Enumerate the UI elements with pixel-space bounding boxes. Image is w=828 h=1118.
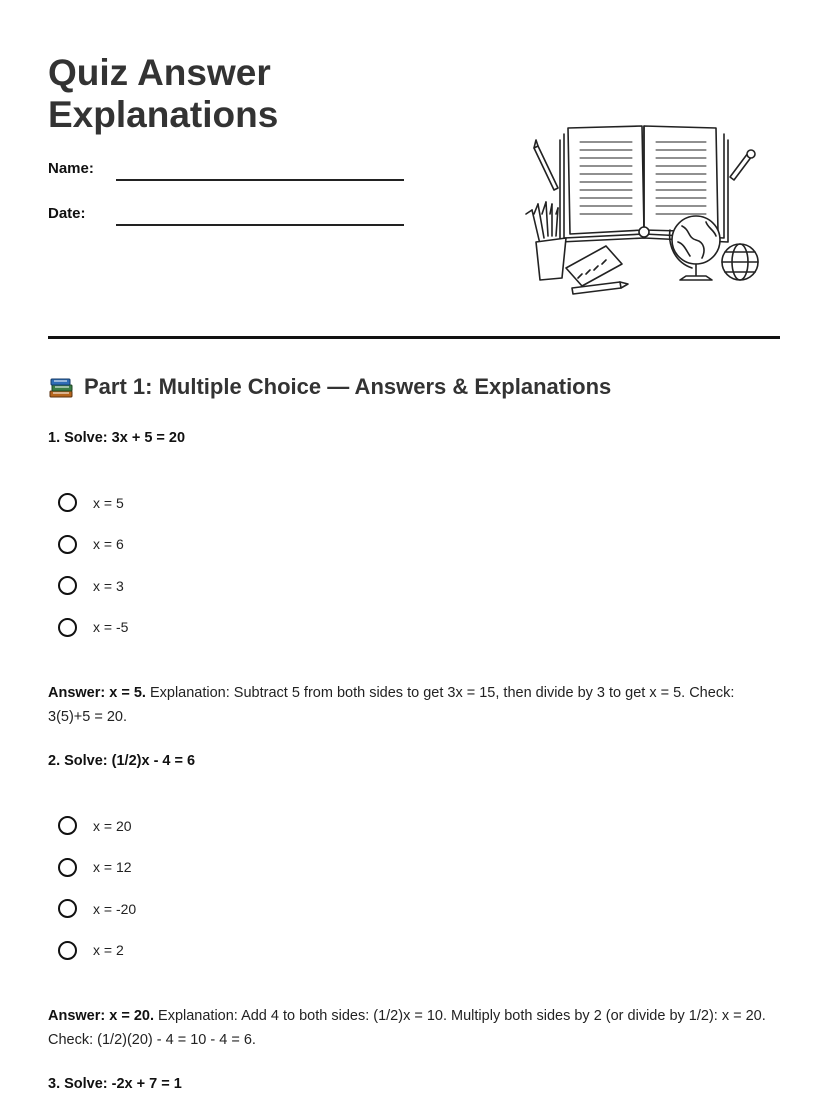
answer-explanation: Explanation: Subtract 5 from both sides to get 3x = 15, then divide by 3 to get x = 5. Check: 3(5)+5 = 20. [48,685,735,725]
radio-button[interactable] [58,941,77,960]
option-item[interactable] [58,482,128,524]
option-label: x = 6 [93,536,124,553]
option-item[interactable] [58,607,128,649]
radio-button[interactable] [58,858,77,877]
radio-button[interactable] [58,576,77,595]
date-label: Date: [48,205,86,222]
pen-icon [730,150,755,180]
option-item[interactable] [58,805,136,847]
option-item[interactable] [58,847,136,889]
question-2-prompt: 2. Solve: (1/2)x - 4 = 6 [48,753,196,769]
option-item[interactable] [58,524,128,566]
answer-label: Answer: [48,685,106,701]
globe-icon [670,216,720,280]
question-1-answer [48,681,780,729]
option-label: x = 20 [93,817,132,834]
answer-value: x = 20. [109,1008,154,1024]
ruler-icon [566,246,622,286]
date-blank-line[interactable] [116,224,404,226]
name-blank-line[interactable] [116,179,404,181]
question-1-prompt: 1. Solve: 3x + 5 = 20 [48,430,186,446]
option-item[interactable] [58,565,128,607]
question-1-options [58,482,128,648]
option-item[interactable] [58,888,136,930]
small-globe-icon [722,244,758,280]
radio-button[interactable] [58,535,77,554]
radio-button[interactable] [58,899,77,918]
answer-label: Answer: [48,1008,106,1024]
question-2-options [58,805,136,971]
answer-explanation: Explanation: Add 4 to both sides: (1/2)x = 10. Multiply both sides by 2 (or divide by 1/2): x = 20. Check: (1/2)(20) - 4 = 10 - 4 = 6. [48,1008,766,1048]
section-divider [48,336,780,339]
option-label: x = -5 [93,619,129,636]
name-field[interactable] [48,160,94,177]
title-line-2: Explanations [48,94,279,135]
pencil-icon [534,140,558,190]
option-label: x = 3 [93,577,124,594]
books-icon [48,374,74,400]
option-item[interactable] [58,930,136,972]
option-label: x = 5 [93,494,124,511]
question-2-answer [48,1004,780,1052]
question-3-prompt: 3. Solve: -2x + 7 = 1 [48,1076,182,1092]
answer-value: x = 5. [109,685,146,701]
option-label: x = 2 [93,942,124,959]
page-title [48,52,368,136]
section-heading-text: Part 1: Multiple Choice — Answers & Explanations [84,374,612,399]
name-label: Name: [48,160,94,177]
radio-button[interactable] [58,816,77,835]
school-supplies-illustration [520,118,770,298]
option-label: x = 12 [93,859,132,876]
radio-button[interactable] [58,493,77,512]
section-heading [48,374,611,400]
option-label: x = -20 [93,900,137,917]
date-field[interactable] [48,205,86,222]
title-line-1: Quiz Answer [48,52,271,93]
radio-button[interactable] [58,618,77,637]
